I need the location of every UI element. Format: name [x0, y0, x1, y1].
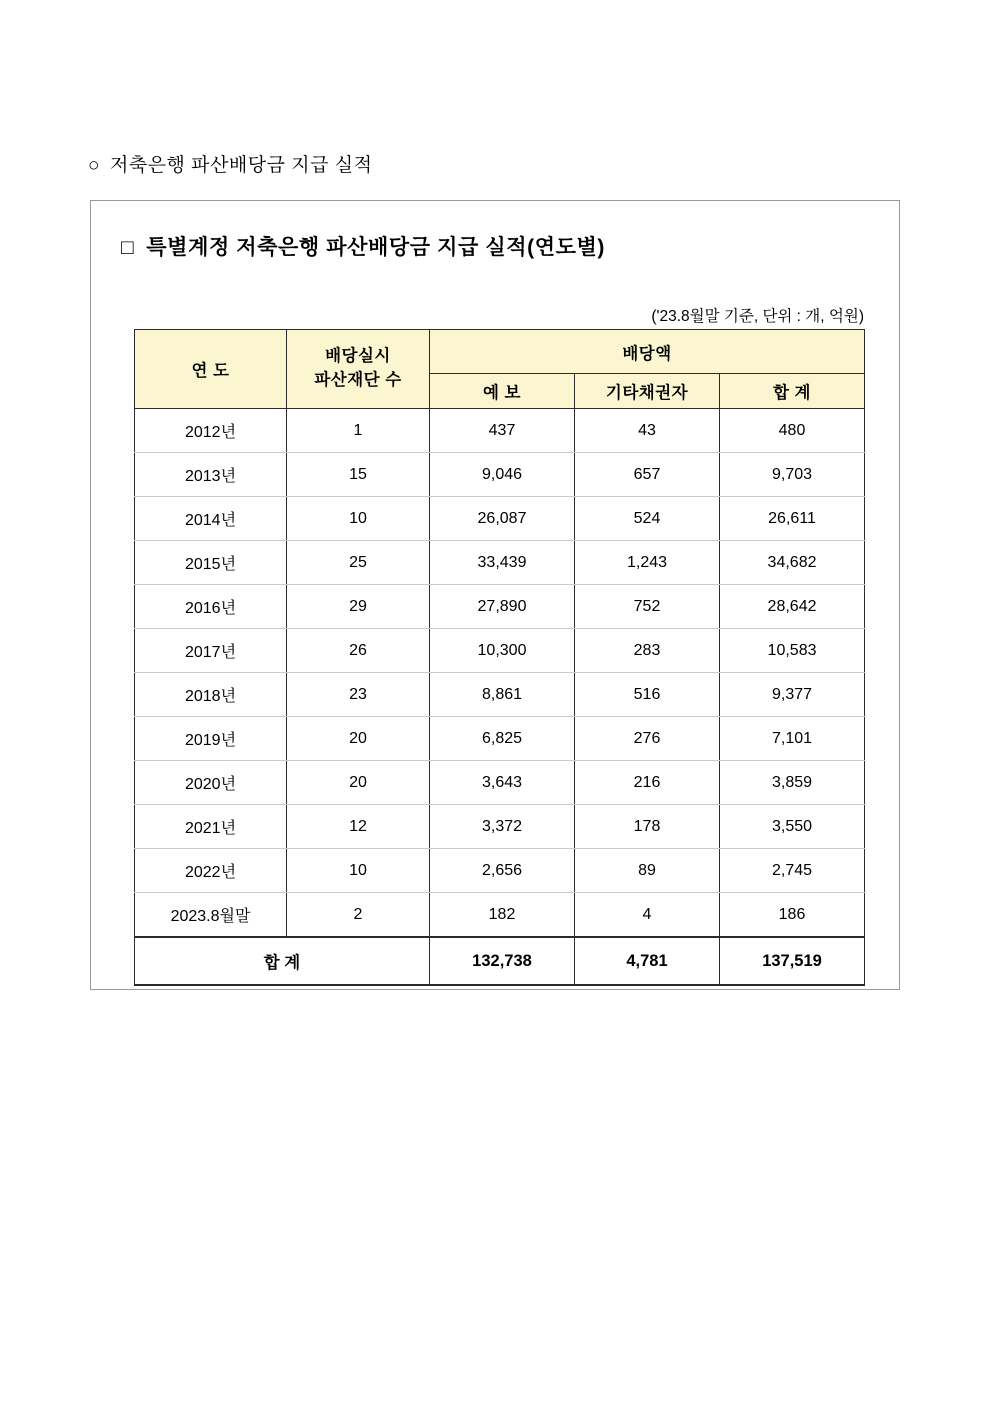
table-row — [135, 849, 865, 893]
dividend-payment-table — [134, 329, 865, 986]
cell-year: 2016년 — [135, 585, 287, 629]
cell-kdic: 2,656 — [430, 849, 575, 893]
table-row — [135, 893, 865, 938]
cell-year: 2018년 — [135, 673, 287, 717]
cell-count: 20 — [287, 717, 430, 761]
table-row — [135, 761, 865, 805]
cell-other: 43 — [575, 409, 720, 453]
table-row — [135, 805, 865, 849]
cell-other: 89 — [575, 849, 720, 893]
table-row — [135, 497, 865, 541]
cell-total: 7,101 — [720, 717, 865, 761]
cell-kdic: 26,087 — [430, 497, 575, 541]
table-row — [135, 673, 865, 717]
cell-other: 1,243 — [575, 541, 720, 585]
cell-other: 178 — [575, 805, 720, 849]
table-row — [135, 409, 865, 453]
cell-total: 3,550 — [720, 805, 865, 849]
cell-kdic: 8,861 — [430, 673, 575, 717]
cell-kdic: 27,890 — [430, 585, 575, 629]
table-row — [135, 629, 865, 673]
header-count — [287, 330, 430, 409]
cell-year: 2022년 — [135, 849, 287, 893]
cell-other: 752 — [575, 585, 720, 629]
cell-count: 29 — [287, 585, 430, 629]
cell-year: 2015년 — [135, 541, 287, 585]
cell-total: 9,703 — [720, 453, 865, 497]
cell-other: 216 — [575, 761, 720, 805]
header-year: 연 도 — [135, 330, 287, 409]
cell-count: 1 — [287, 409, 430, 453]
cell-year: 2019년 — [135, 717, 287, 761]
cell-other: 657 — [575, 453, 720, 497]
cell-year: 2023.8월말 — [135, 893, 287, 938]
cell-year: 2013년 — [135, 453, 287, 497]
header-amount-other: 기타채권자 — [575, 374, 720, 409]
cell-total: 34,682 — [720, 541, 865, 585]
header-count-line1: 배당실시 — [325, 347, 391, 366]
table-container — [90, 200, 900, 990]
cell-kdic: 33,439 — [430, 541, 575, 585]
cell-total: 26,611 — [720, 497, 865, 541]
cell-total: 480 — [720, 409, 865, 453]
cell-kdic: 3,643 — [430, 761, 575, 805]
cell-kdic: 437 — [430, 409, 575, 453]
page-heading — [88, 150, 372, 177]
cell-total-kdic: 132,738 — [430, 937, 575, 985]
cell-kdic: 182 — [430, 893, 575, 938]
cell-total: 3,859 — [720, 761, 865, 805]
cell-total: 2,745 — [720, 849, 865, 893]
square-marker-icon: □ — [121, 236, 135, 259]
table-row — [135, 541, 865, 585]
cell-total-other: 4,781 — [575, 937, 720, 985]
cell-other: 524 — [575, 497, 720, 541]
table-row — [135, 453, 865, 497]
cell-total: 10,583 — [720, 629, 865, 673]
cell-year: 2017년 — [135, 629, 287, 673]
cell-other: 276 — [575, 717, 720, 761]
unit-note: ('23.8월말 기준, 단위 : 개, 억원) — [651, 308, 864, 325]
cell-count: 25 — [287, 541, 430, 585]
cell-year: 2014년 — [135, 497, 287, 541]
cell-total: 9,377 — [720, 673, 865, 717]
cell-total-sum: 137,519 — [720, 937, 865, 985]
cell-year: 2020년 — [135, 761, 287, 805]
cell-year: 2012년 — [135, 409, 287, 453]
bullet-icon: ○ — [88, 155, 100, 176]
cell-kdic: 9,046 — [430, 453, 575, 497]
table-title — [121, 231, 605, 261]
table-total-row — [135, 937, 865, 985]
header-amount-group: 배당액 — [430, 330, 865, 374]
cell-count: 26 — [287, 629, 430, 673]
cell-total: 28,642 — [720, 585, 865, 629]
header-amount-kdic: 예 보 — [430, 374, 575, 409]
cell-total-label: 합 계 — [135, 937, 430, 985]
cell-count: 23 — [287, 673, 430, 717]
cell-count: 10 — [287, 849, 430, 893]
header-count-line2: 파산재단 수 — [314, 371, 402, 389]
cell-kdic: 6,825 — [430, 717, 575, 761]
cell-count: 10 — [287, 497, 430, 541]
cell-year: 2021년 — [135, 805, 287, 849]
cell-count: 2 — [287, 893, 430, 938]
cell-count: 15 — [287, 453, 430, 497]
cell-count: 20 — [287, 761, 430, 805]
cell-kdic: 3,372 — [430, 805, 575, 849]
cell-count: 12 — [287, 805, 430, 849]
table-row — [135, 717, 865, 761]
table-title-text: 특별계정 저축은행 파산배당금 지급 실적(연도별) — [146, 236, 605, 259]
cell-other: 4 — [575, 893, 720, 938]
table-header — [135, 330, 865, 409]
table-row — [135, 585, 865, 629]
cell-other: 283 — [575, 629, 720, 673]
cell-kdic: 10,300 — [430, 629, 575, 673]
page-heading-text: 저축은행 파산배당금 지급 실적 — [109, 155, 373, 176]
cell-total: 186 — [720, 893, 865, 938]
header-amount-total: 합 계 — [720, 374, 865, 409]
cell-other: 516 — [575, 673, 720, 717]
table-body — [135, 409, 865, 986]
